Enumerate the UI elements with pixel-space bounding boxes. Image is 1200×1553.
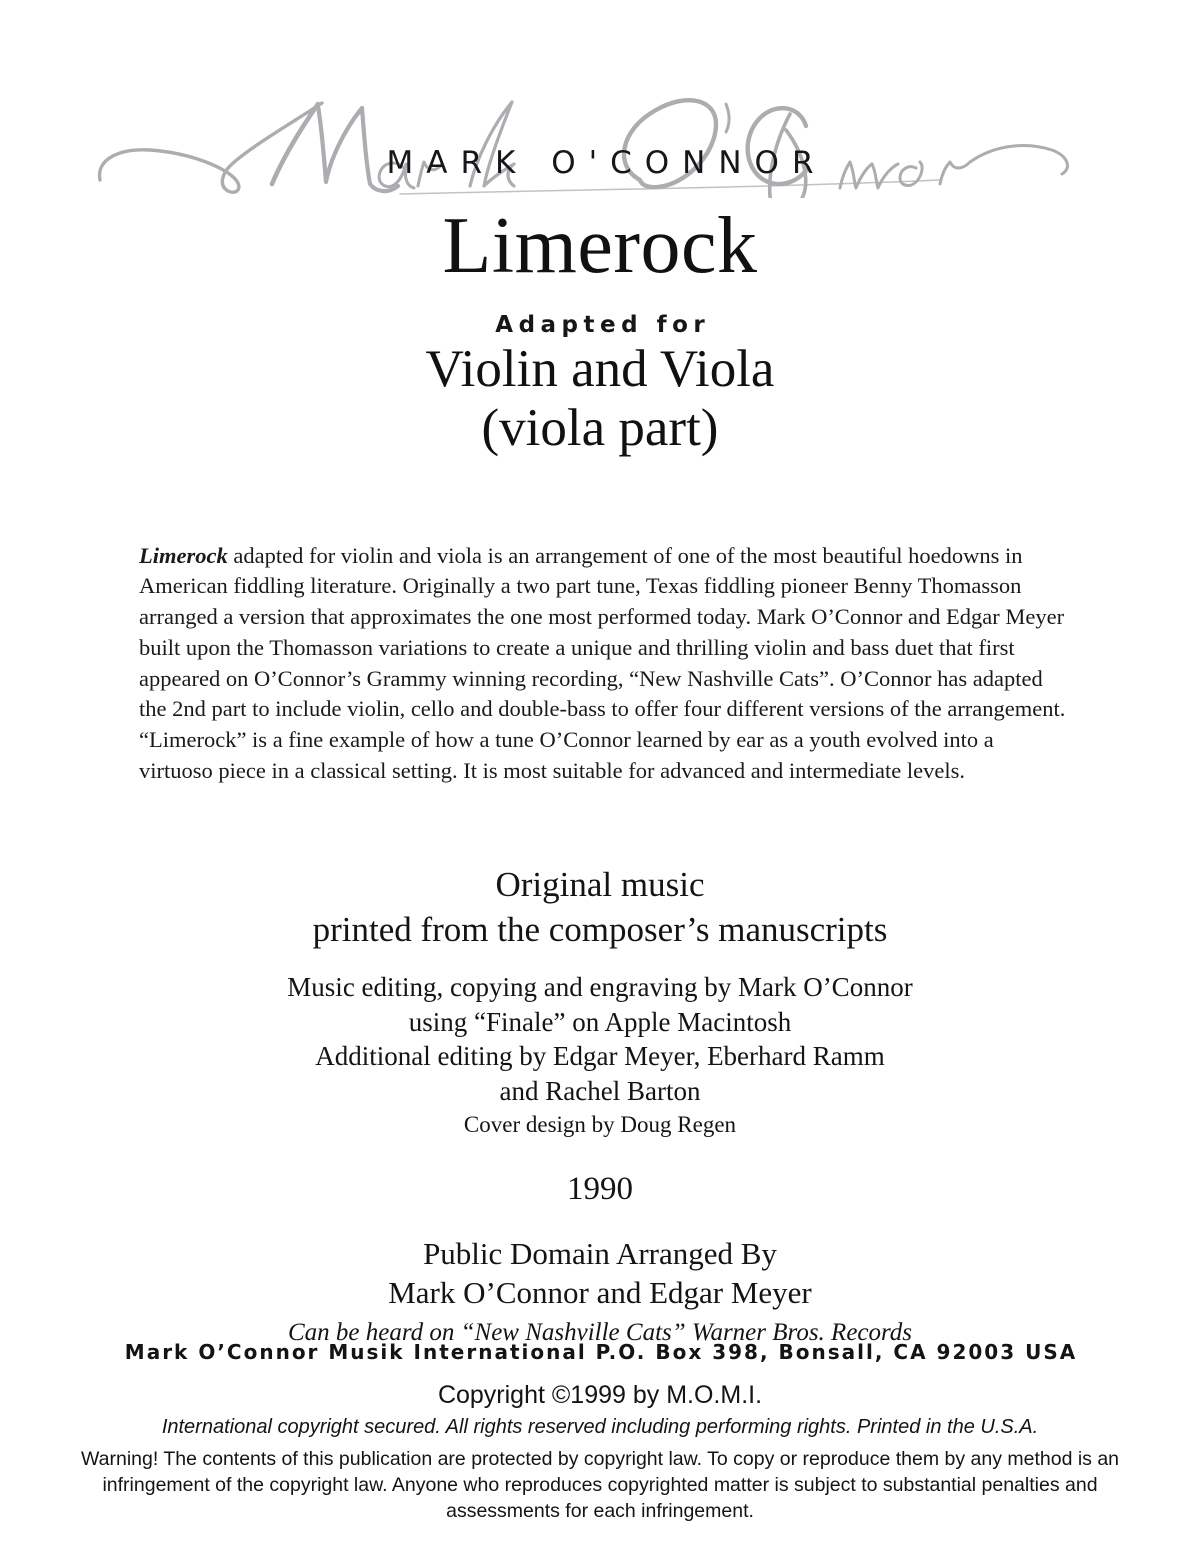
arranged-line-2: Mark O’Connor and Edgar Meyer [388, 1275, 812, 1310]
publication-year: 1990 [567, 1171, 633, 1207]
original-music-block [0, 862, 1200, 952]
cover-design-credit: Cover design by Doug Regen [463, 1112, 737, 1137]
page-title: Limerock [442, 202, 758, 290]
editing-line-4: and Rachel Barton [499, 1075, 701, 1106]
editing-line-1: Music editing, copying and engraving by Mark O’Connor [287, 972, 913, 1002]
footer-block [0, 1340, 1200, 1524]
description-lead-in: Limerock [139, 542, 228, 568]
original-music-line-1: Original music [495, 865, 705, 904]
arranged-line-1: Public Domain Arranged By [423, 1236, 777, 1271]
copyright-warning-notice: Warning! The contents of this publication are protected by copyright law. To copy or reproduce them by any method is an infringement of the copyright law. Anyone who reproduces copyrighted matter is subject to substantial penalties and assessments for each infringement. [80, 1448, 1120, 1522]
description-body: adapted for violin and viola is an arrangement of one of the most beautiful hoedowns in American fiddling literature. Originally a two part tune, Texas fiddling pioneer Benny Thomasson arranged a version that approximates the one most performed today. Mark O’Connor and Edgar Meyer built upon the Thomasson variations to create a unique and thrilling violin and bass duet that first appeared on O’Connor’s Grammy winning recording, “New Nashville Cats”. O’Connor has adapted the 2nd part to include violin, cello and double-bass to offer four different versions of the arrangement. “Limerock” is a fine example of how a tune O’Connor learned by ear as a youth evolved into a virtuoso piece in a classical setting. It is most suitable for advanced and intermediate levels. [139, 542, 1066, 784]
copyright-notice: Copyright ©1999 by M.O.M.I. [437, 1381, 763, 1409]
credits-block [0, 862, 1200, 1349]
editing-line-2: using “Finale” on Apple Macintosh [408, 1006, 792, 1037]
heard-on-credit: Can be heard on “New Nashville Cats” Warner Bros. Records [287, 1319, 913, 1346]
rights-secured-notice: International copyright secured. All rights reserved including performing rights. Printed in the U.S.A. [161, 1416, 1039, 1438]
editing-line-3: Additional editing by Edgar Meyer, Eberhard Ramm [315, 1041, 885, 1071]
instrumentation-block [0, 340, 1200, 459]
instrumentation-line-1: Violin and Viola [425, 340, 775, 398]
adapted-for-label: Adapted for [495, 312, 711, 338]
instrumentation-line-2: (viola part) [481, 399, 719, 458]
logo-caps-text: MARK O'CONNOR [386, 145, 827, 181]
publisher-address: Mark O’Connor Musik International P.O. Box 398, Bonsall, CA 92003 USA [124, 1340, 1078, 1364]
brand-logo [0, 68, 1200, 198]
editing-credits-block [0, 970, 1200, 1142]
arrangement-credit-block [0, 1234, 1200, 1312]
original-music-line-2: printed from the composer’s manuscripts [312, 910, 888, 949]
description-paragraph [139, 541, 1067, 787]
